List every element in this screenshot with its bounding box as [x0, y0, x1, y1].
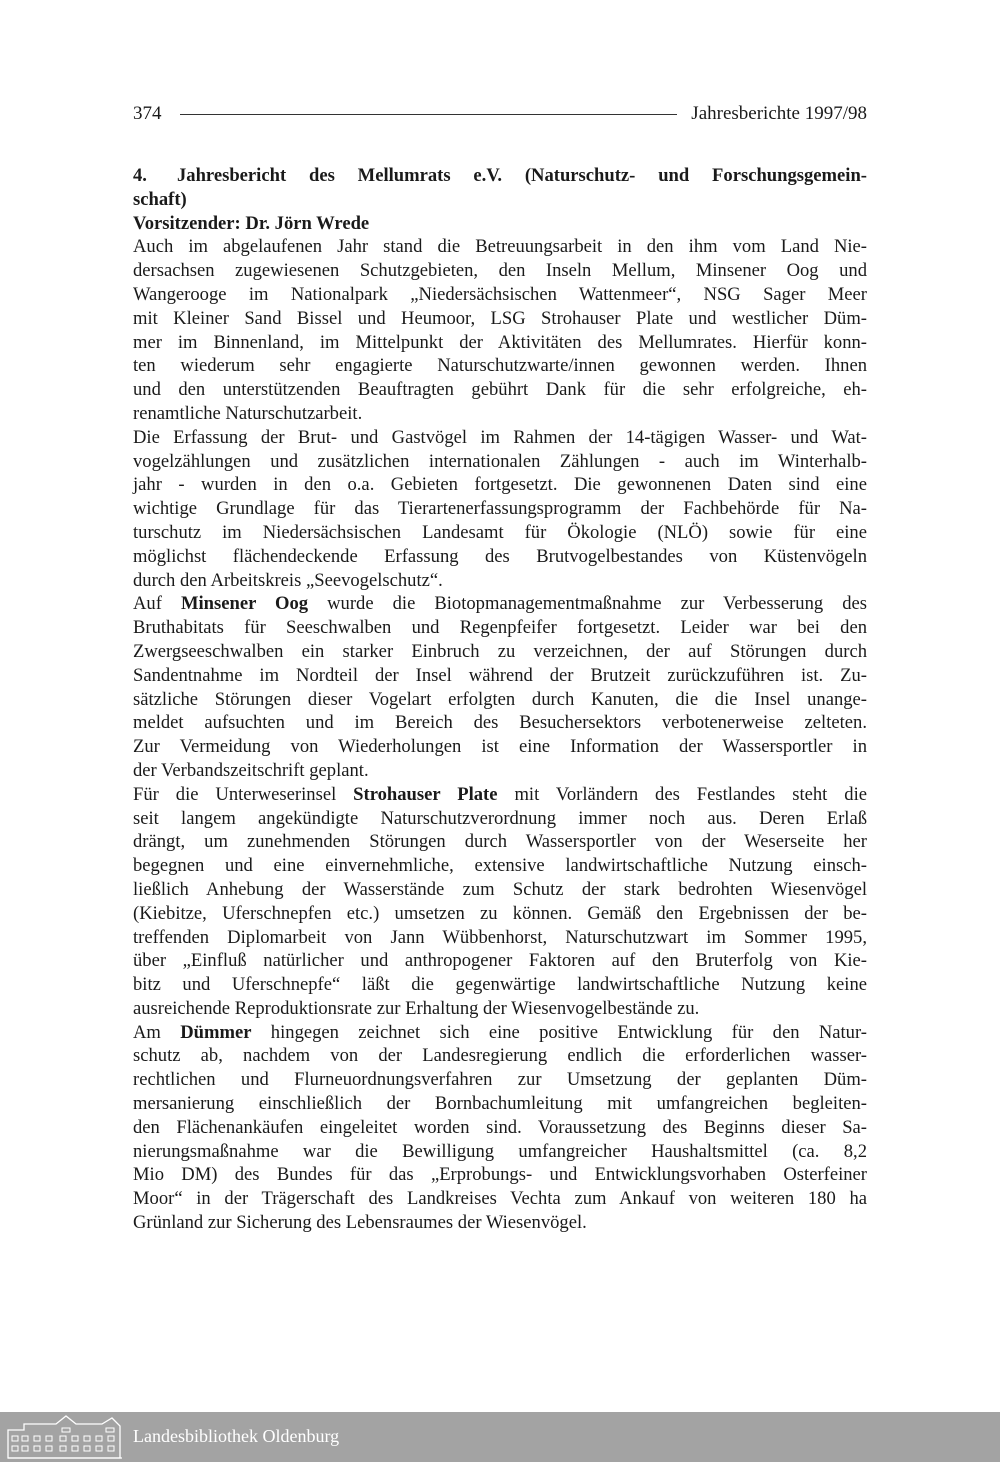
- text-line: treffenden Diplomarbeit von Jann Wübbenhorst, Naturschutzwart im Sommer 1995,: [133, 926, 867, 948]
- text-line: Grünland zur Sicherung des Lebensraumes der Wiesenvögel.: [133, 1212, 587, 1234]
- section-title-line: Jahresbericht des Mellumrats e.V. (Naturschutz- und Forschungsgemein-: [177, 165, 867, 186]
- paragraph: [133, 1021, 867, 1235]
- paragraph: [133, 235, 867, 425]
- text-line: vogelzählungen und zusätzlichen internationalen Zählungen - auch im Winterhalb-: [133, 450, 867, 472]
- text-line: turschutz im Niedersächsischen Landesamt für Ökologie (NLÖ) sowie für eine: [133, 521, 867, 543]
- text-line: [133, 592, 867, 616]
- text-line: Auch im abgelaufenen Jahr stand die Betreuungsarbeit in den ihm vom Land Nie-: [133, 236, 867, 258]
- text-segment: Am: [133, 1021, 181, 1043]
- text-line: möglichst flächendeckende Erfassung des Brutvogelbestandes von Küstenvögeln: [133, 545, 867, 567]
- text-line: den Flächenankäufen eingeleitet worden sind. Voraussetzung des Beginns dieser Sa-: [133, 1116, 867, 1138]
- text-line: begegnen und eine einvernehmliche, extensive landwirtschaftliche Nutzung einsch-: [133, 855, 867, 877]
- text-line: drängt, um zunehmenden Störungen durch Wassersportler von der Weserseite her: [133, 831, 867, 853]
- library-name: Landesbibliothek Oldenburg: [133, 1426, 340, 1446]
- paragraph: [133, 592, 867, 782]
- text-line: ten wiederum sehr engagierte Naturschutzwarte/innen gewonnen werden. Ihnen: [133, 355, 867, 377]
- chair-line: Vorsitzender: Dr. Jörn Wrede: [133, 212, 370, 234]
- library-footer-banner: [0, 1412, 1000, 1462]
- running-title: Jahresberichte 1997/98: [691, 103, 867, 124]
- text-line: und den unterstützenden Beauftragten gebührt Dank für die sehr erfolgreiche, eh-: [133, 379, 867, 401]
- text-line: sätzliche Störungen dieser Vogelart erfolgten durch Kanuten, die die Insel unange-: [133, 688, 867, 710]
- text-line: Zur Vermeidung von Wiederholungen ist eine Information der Wassersportler in: [133, 736, 867, 758]
- paragraph: [133, 426, 867, 593]
- section-heading: [133, 164, 867, 188]
- text-line: mersanierung einschließlich der Bornbachumleitung mit umfangreichen begleiten-: [133, 1093, 867, 1115]
- text-line: schutz ab, nachdem von der Landesregierung endlich die erforderlichen wasser-: [133, 1045, 867, 1067]
- body-text: [133, 235, 867, 1234]
- text-segment: wurde die Biotopmanagementmaßnahme zur Verbesserung des: [308, 593, 867, 615]
- text-line: seit langem angekündigte Naturschutzverordnung immer noch aus. Deren Erlaß: [133, 807, 867, 829]
- text-line: Moor“ in der Trägerschaft des Landkreises Vechta zum Ankauf von weiteren 180 ha: [133, 1188, 867, 1210]
- text-segment: Auf: [133, 593, 181, 615]
- text-line: Wangerooge im Nationalpark „Niedersächsischen Wattenmeer“, NSG Sager Meer: [133, 283, 867, 305]
- text-line: ließlich Anhebung der Wasserstände zum Schutz der stark bedrohten Wiesenvögel: [133, 878, 867, 900]
- section-title-continuation: schaft): [133, 188, 187, 210]
- text-line: rechtlichen und Flurneuordnungsverfahren zur Umsetzung der geplanten Düm-: [133, 1069, 867, 1091]
- text-line: meldet aufsuchten und im Bereich des Besuchersektors verbotenerweise zelteten.: [133, 712, 867, 734]
- page-number: 374: [133, 103, 162, 124]
- text-line: renamtliche Naturschutzarbeit.: [133, 402, 363, 424]
- text-line: (Kiebitze, Uferschnepfen etc.) umsetzen zu können. Gemäß den Ergebnissen der be-: [133, 902, 867, 924]
- library-building-logo-icon: [6, 1414, 124, 1460]
- text-line: Sandentnahme im Nordteil der Insel während der Brutzeit zurückzuführen ist. Zu-: [133, 664, 867, 686]
- text-line: mer im Binnenland, im Mittelpunkt der Aktivitäten des Mellumrates. Hierfür konn-: [133, 331, 867, 353]
- bold-place-name: Strohauser Plate: [353, 783, 498, 805]
- text-segment: Für die Unterweserinsel: [133, 783, 354, 805]
- text-line: Bruthabitats für Seeschwalben und Regenpfeifer fortgesetzt. Leider war bei den: [133, 617, 867, 639]
- paragraph: [133, 783, 867, 1021]
- text-line: der Verbandszeitschrift geplant.: [133, 759, 369, 781]
- text-line: Zwergseeschwalben ein starker Einbruch zu verzeichnen, der auf Störungen durch: [133, 640, 867, 662]
- text-line: bitz und Uferschnepfe“ läßt die gegenwärtige landwirtschaftliche Nutzung keine: [133, 974, 867, 996]
- page-body: [133, 164, 867, 1235]
- text-line: nierungsmaßnahme war die Bewilligung umfangreicher Haushaltsmittel (ca. 8,2: [133, 1140, 867, 1162]
- text-line: Mio DM) des Bundes für das „Erprobungs- und Entwicklungsvorhaben Osterfeiner: [133, 1164, 867, 1186]
- bold-place-name: Minsener Oog: [180, 593, 309, 615]
- text-line: wichtige Grundlage für das Tierartenerfassungsprogramm der Fachbehörde für Na-: [133, 498, 867, 520]
- text-line: jahr - wurden in den o.a. Gebieten fortgesetzt. Die gewonnenen Daten sind eine: [133, 474, 867, 496]
- text-segment: hingegen zeichnet sich eine positive Entwicklung für den Natur-: [251, 1021, 867, 1043]
- text-line: mit Kleiner Sand Bissel und Heumoor, LSG Strohauser Plate und westlicher Düm-: [133, 307, 867, 329]
- text-line: [133, 783, 867, 807]
- text-line: ausreichende Reproduktionsrate zur Erhaltung der Wiesenvogelbestände zu.: [133, 997, 700, 1019]
- bold-place-name: Dümmer: [180, 1021, 252, 1043]
- text-line: [133, 1021, 867, 1045]
- text-line: dersachsen zugewiesenen Schutzgebieten, den Inseln Mellum, Minsener Oog und: [133, 260, 867, 282]
- text-line: Die Erfassung der Brut- und Gastvögel im Rahmen der 14-tägigen Wasser- und Wat-: [133, 426, 867, 448]
- text-line: über „Einfluß natürlicher und anthropogener Faktoren auf den Bruterfolg von Kie-: [133, 950, 867, 972]
- section-number: 4.: [133, 165, 147, 186]
- text-segment: mit Vorländern des Festlandes steht die: [497, 783, 867, 805]
- header-rule: [180, 114, 678, 115]
- running-header: [133, 101, 867, 127]
- text-line: durch den Arbeitskreis „Seevogelschutz“.: [133, 569, 443, 591]
